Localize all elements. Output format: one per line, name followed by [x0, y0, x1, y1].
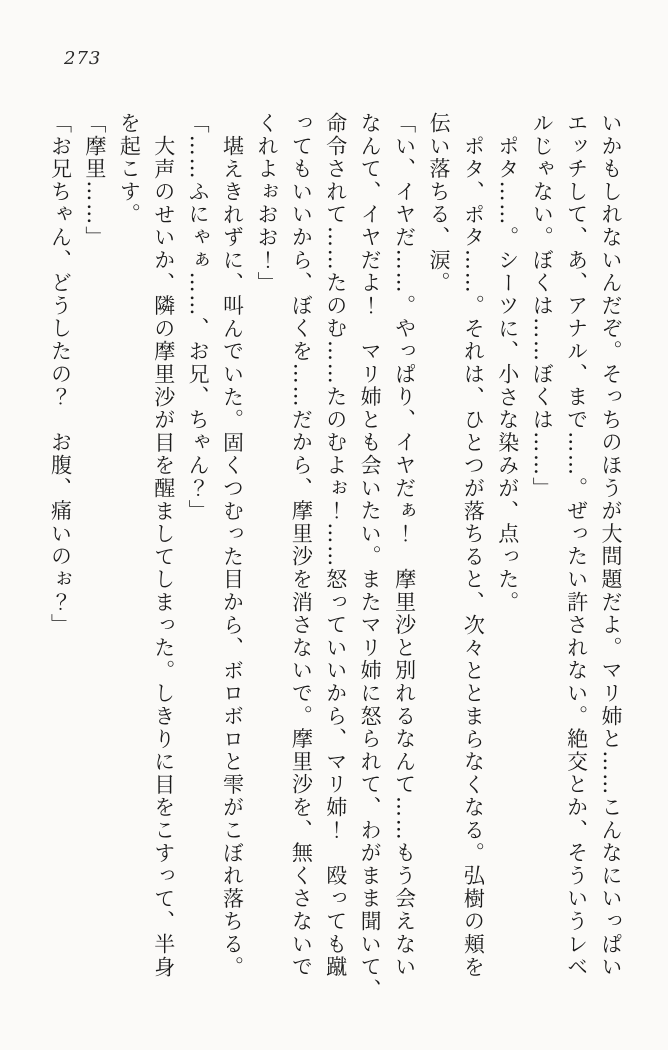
- text-column-14: 大声のせいか、隣の摩里沙が目を醒ましてしまった。しきりに目をこすって、半身: [151, 135, 176, 979]
- text-column-5: ポタ、ポタ……。それは、ひとつが落ちると、次々ととまらなくなる。弘樹の頬を: [461, 135, 486, 979]
- text-column-9: 命令されて……たのむ……たのむよぉ！……怒っていいから、マリ姉！ 殴っても蹴: [323, 112, 348, 979]
- text-column-4: ポタ……。シーツに、小さな染みが、点った。: [495, 135, 520, 614]
- text-column-10: ってもいいから、ぼくを……だから、摩里沙を消さないで。摩里沙を、無くさないで: [289, 112, 314, 979]
- text-column-6: 伝い落ちる、涙。: [426, 112, 451, 295]
- text-column-17: 「お兄ちゃん、どうしたの？ お腹、痛いのぉ？」: [48, 112, 73, 637]
- text-area: [43, 112, 628, 1012]
- text-column-15: を起こす。: [117, 112, 142, 226]
- text-column-2: エッチして、あ、アナル、まで……。ぜったい許されない。絶交とか、そういうレベ: [564, 112, 589, 979]
- text-column-11: くれよぉおお！」: [254, 112, 279, 295]
- text-column-12: 堪えきれずに、叫んでいた。固くつむった目から、ボロボロと雫がこぼれ落ちる。: [220, 135, 245, 979]
- text-column-3: ルじゃない。ぼくは……ぼくは……」: [530, 112, 555, 500]
- text-column-13: 「……ふにゃぁ……、お兄、ちゃん？」: [186, 112, 211, 523]
- page-number: 273: [64, 48, 102, 69]
- text-column-16: 「摩里……」: [82, 112, 107, 249]
- text-column-1: いかもしれないんだぞ。そっちのほうが大問題だよ。マリ姉と……こんなにいっぱい: [599, 112, 623, 979]
- text-column-8: なんて、イヤだよ！ マリ姉とも会いたい。またマリ姉に怒られて、わがまま聞いて、: [358, 112, 383, 1002]
- text-column-7: 「い、イヤだ……。やっぱり、イヤだぁ！ 摩里沙と別れるなんて……もう会えない: [392, 112, 417, 979]
